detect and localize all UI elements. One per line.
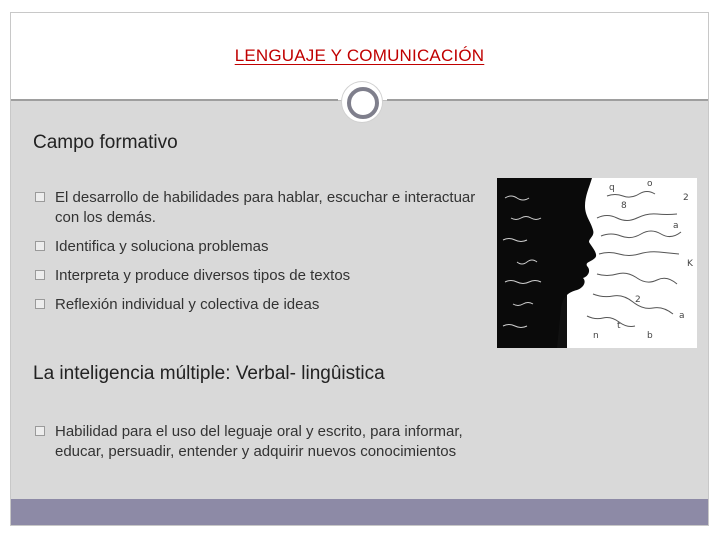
svg-text:t: t [617,321,621,331]
list-item-text: El desarrollo de habilidades para hablar, escuchar e interactuar con los demás. [55,189,476,226]
campo-formativo-list [33,188,483,324]
svg-text:2: 2 [635,295,641,305]
list-item [33,266,483,286]
section-heading-inteligencia-multiple: La inteligencia múltiple: Verbal- lingûistica [33,363,385,384]
svg-text:K: K [687,259,693,269]
svg-text:a: a [679,311,685,321]
list-item-text: Identifica y soluciona problemas [55,238,269,255]
header-divider-left [11,99,338,101]
svg-text:n: n [593,331,599,341]
ring-ornament-icon [342,82,382,122]
svg-text:o: o [647,179,653,189]
list-item-text: Interpreta y produce diversos tipos de textos [55,267,351,284]
slide-title: LENGUAJE Y COMUNICACIÓN [234,46,485,65]
checkbox-bullet-icon [35,426,45,436]
checkbox-bullet-icon [35,192,45,202]
ring-inner [347,87,379,119]
svg-text:q: q [609,183,615,193]
section-heading-campo-formativo: Campo formativo [33,132,178,153]
list-item [33,237,483,257]
list-item-text: Reflexión individual y colectiva de ideas [55,296,320,313]
list-item [33,422,483,462]
slide [10,12,709,526]
svg-text:b: b [647,331,653,341]
checkbox-bullet-icon [35,241,45,251]
speaking-head-illustration [497,178,697,348]
list-item [33,188,483,228]
header-divider-right [387,99,709,101]
svg-text:a: a [673,221,679,231]
list-item-text: Habilidad para el uso del leguaje oral y escrito, para informar, educar, persuadir, entender y adquirir nuevos conocimientos [55,423,463,460]
list-item [33,295,483,315]
speaking-head-svg [497,178,697,348]
svg-text:2: 2 [683,193,689,203]
svg-text:8: 8 [621,201,627,211]
inteligencia-list [33,422,483,471]
checkbox-bullet-icon [35,299,45,309]
footer-bar [11,499,708,525]
checkbox-bullet-icon [35,270,45,280]
